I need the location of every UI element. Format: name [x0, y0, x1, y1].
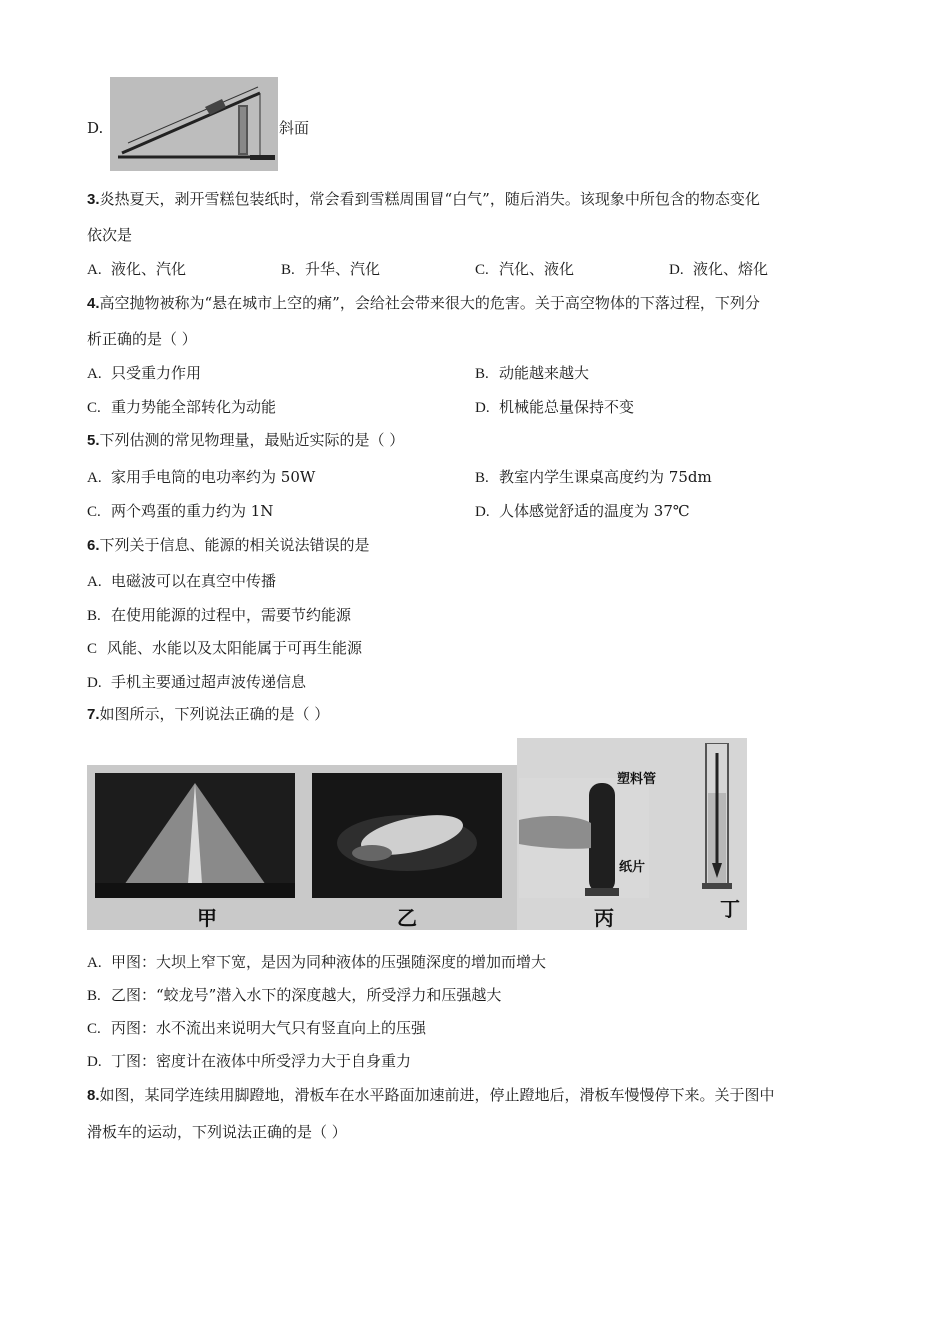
q3-option-d: D. 液化、熔化: [669, 260, 769, 278]
q3-option-b: B. 升华、汽化: [281, 260, 381, 278]
figure-label-bing: 丙: [594, 906, 614, 930]
incline-caption: 斜面: [279, 119, 310, 137]
q3-option-a: A. 液化、汽化: [87, 260, 187, 278]
q5-stem-text: 下列估测的常见物理量，最贴近实际的是（ ）: [99, 431, 405, 449]
q4-option-b: B. 动能越来越大: [475, 364, 590, 382]
q6-stem: [87, 535, 370, 556]
figure-label-jia: 甲: [197, 906, 217, 930]
card-annotation: 纸片: [619, 860, 646, 875]
q4-option-c: C. 重力势能全部转化为动能: [87, 398, 277, 416]
figure-label-ding: 丁: [720, 897, 740, 921]
q6-number: 6.: [87, 537, 100, 554]
q5-number: 5.: [87, 432, 100, 449]
q6-option-b: B. 在使用能源的过程中，需要节约能源: [87, 606, 352, 624]
submersible-photo: [312, 773, 502, 898]
dam-photo: [95, 773, 295, 898]
q5-option-c: C. 两个鸡蛋的重力约为 1N: [87, 502, 274, 520]
q3-number: 3.: [87, 191, 100, 208]
tube-annotation: 塑料管: [617, 772, 657, 787]
q7-option-d: D. 丁图：密度计在液体中所受浮力大于自身重力: [87, 1052, 412, 1070]
q5-option-d: D. 人体感觉舒适的温度为 37℃: [475, 502, 690, 520]
q8-number: 8.: [87, 1087, 100, 1104]
q6-option-a: A. 电磁波可以在真空中传播: [87, 572, 277, 590]
q3-stem-line2: 依次是: [87, 226, 133, 244]
q7-stem-text: 如图所示，下列说法正确的是（ ）: [99, 705, 330, 723]
hydrometer-photo: [692, 743, 742, 893]
q2-option-d-label: D.: [87, 119, 104, 137]
q4-option-d: D. 机械能总量保持不变: [475, 398, 635, 416]
q6-option-c: C 风能、水能以及太阳能属于可再生能源: [87, 639, 363, 657]
q4-option-a: A. 只受重力作用: [87, 364, 202, 382]
q7-option-c: C. 丙图：水不流出来说明大气只有竖直向上的压强: [87, 1019, 427, 1037]
q3-option-c: C. 汽化、液化: [475, 260, 575, 278]
q8-stem-line1: [87, 1085, 775, 1106]
q5-option-b: B. 教室内学生课桌高度约为 75dm: [475, 468, 712, 486]
q7-figure: [87, 738, 747, 930]
q7-option-b: B. 乙图：“蛟龙号”潜入水下的深度越大，所受浮力和压强越大: [87, 986, 502, 1004]
q4-stem-text: 高空抛物被称为“悬在城市上空的痛”，会给社会带来很大的危害。关于高空物体的下落过程，下列分: [99, 294, 760, 312]
q7-option-a: A. 甲图：大坝上窄下宽，是因为同种液体的压强随深度的增加而增大: [87, 953, 547, 971]
q6-stem-text: 下列关于信息、能源的相关说法错误的是: [99, 536, 370, 554]
q4-number: 4.: [87, 295, 100, 312]
q4-stem-line1: [87, 293, 760, 314]
q5-option-a: A. 家用手电筒的电功率约为 50W: [87, 468, 316, 486]
q3-stem-line1: [87, 189, 760, 210]
q7-number: 7.: [87, 706, 100, 723]
figure-label-yi: 乙: [397, 906, 417, 930]
q5-stem: [87, 430, 404, 451]
q6-option-d: D. 手机主要通过超声波传递信息: [87, 673, 307, 691]
q8-stem-line2: 滑板车的运动，下列说法正确的是（ ）: [87, 1123, 347, 1141]
tube-photo: [519, 778, 649, 898]
q2-option-d: [87, 118, 103, 138]
q8-stem-text: 如图，某同学连续用脚蹬地，滑板车在水平路面加速前进，停止蹬地后，滑板车慢慢停下来。关于图中: [99, 1086, 775, 1104]
incline-figure: [110, 77, 278, 171]
q4-stem-line2: 析正确的是（ ）: [87, 330, 197, 348]
q7-stem: [87, 704, 329, 725]
q3-stem-text: 炎热夏天，剥开雪糕包装纸时，常会看到雪糕周围冒“白气”，随后消失。该现象中所包含的物态变化: [99, 190, 760, 208]
